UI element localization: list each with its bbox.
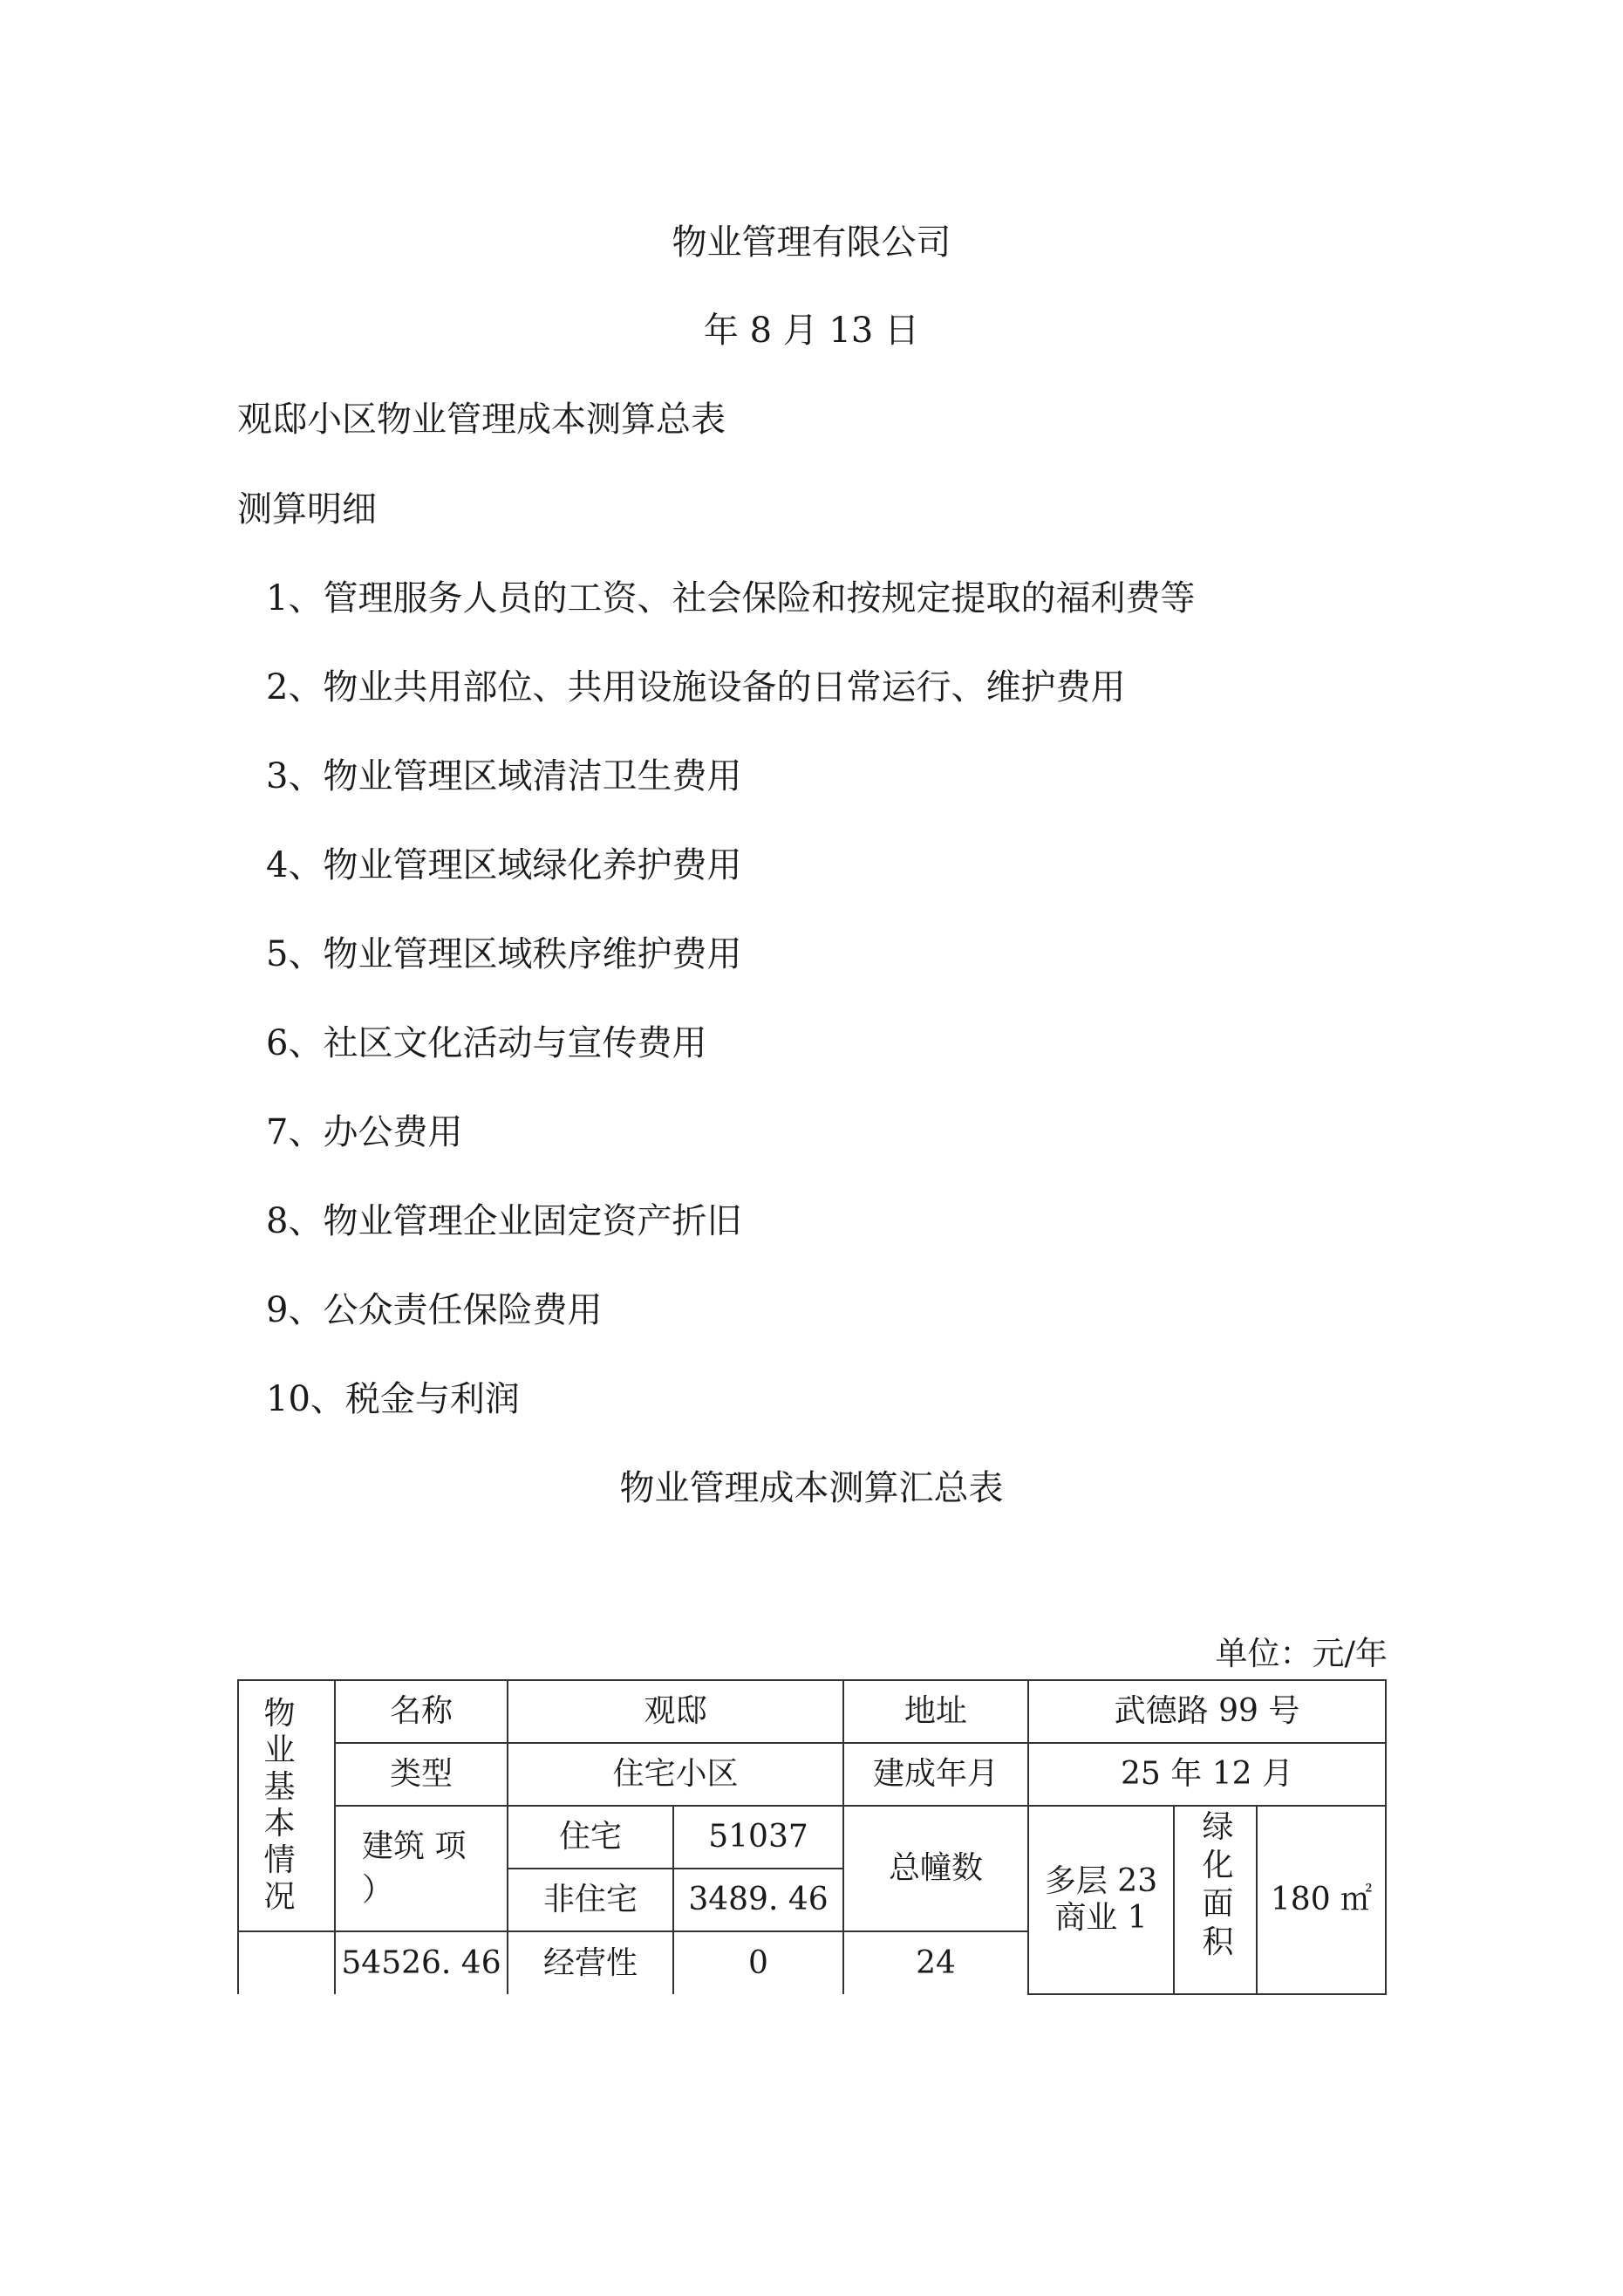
- building-mix-line: 多层 23: [1044, 1863, 1158, 1899]
- total-buildings-label: 总幢数: [843, 1806, 1028, 1931]
- built-date-value: 25 年 12 月: [1028, 1743, 1386, 1806]
- building-area-label: [335, 1806, 508, 1931]
- nonresidential-value: 3489. 46: [673, 1869, 843, 1931]
- green-area-label-text: 绿化面积: [1202, 1809, 1234, 1960]
- building-mix: [1028, 1806, 1174, 1994]
- list-item: 10、税金与利润: [266, 1379, 520, 1419]
- company-name: 物业管理有限公司: [672, 222, 951, 263]
- side-label-line: 基 本: [263, 1769, 317, 1842]
- commercial-label: 经营性: [508, 1931, 673, 1994]
- building-mix-line: 商业 1: [1054, 1900, 1148, 1936]
- side-label-line: 物 业: [263, 1696, 317, 1768]
- list-item: 3、物业管理区域清洁卫生费用: [266, 756, 742, 796]
- property-info-table: [237, 1679, 1387, 1995]
- list-item: 4、物业管理区域绿化养护费用: [266, 845, 742, 885]
- list-item: 6、社区文化活动与宣传费用: [266, 1023, 707, 1063]
- total-buildings-value: 24: [843, 1931, 1028, 1994]
- green-area-value: 180 ㎡: [1257, 1806, 1386, 1994]
- list-item: 2、物业共用部位、共用设施设备的日常运行、维护费用: [266, 667, 1126, 707]
- type-value: 住宅小区: [508, 1743, 843, 1806]
- building-label-line: ）: [362, 1872, 394, 1908]
- list-item: 8、物业管理企业固定资产折旧: [266, 1201, 742, 1241]
- total-area-value: 54526. 46: [335, 1931, 508, 1994]
- name-label: 名称: [335, 1680, 508, 1743]
- built-date-label: 建成年月: [843, 1743, 1028, 1806]
- building-label-line: 建筑 项: [362, 1828, 467, 1864]
- type-label: 类型: [335, 1743, 508, 1806]
- list-item: 1、管理服务人员的工资、社会保险和按规定提取的福利费等: [266, 578, 1196, 618]
- list-item: 7、办公费用: [266, 1112, 463, 1152]
- document-date: 年 8 月 13 日: [703, 311, 920, 351]
- property-basic-info-label: [238, 1680, 335, 1931]
- summary-table-title: 物业管理成本测算汇总表: [619, 1468, 1004, 1508]
- section-heading: 测算明细: [237, 489, 377, 530]
- side-label-line: 情 况: [263, 1842, 317, 1915]
- residential-label: 住宅: [508, 1806, 673, 1869]
- document-title: 观邸小区物业管理成本测算总表: [237, 400, 726, 440]
- list-item: 5、物业管理区域秩序维护费用: [266, 934, 742, 974]
- side-blank: [238, 1931, 335, 1994]
- list-item: 9、公众责任保险费用: [266, 1290, 603, 1330]
- residential-value: 51037: [673, 1806, 843, 1869]
- commercial-value: 0: [673, 1931, 843, 1994]
- address-value: 武德路 99 号: [1028, 1680, 1386, 1743]
- nonresidential-label: 非住宅: [508, 1869, 673, 1931]
- green-area-label: [1174, 1806, 1257, 1994]
- name-value: 观邸: [508, 1680, 843, 1743]
- address-label: 地址: [843, 1680, 1028, 1743]
- unit-label: 单位：元/年: [1215, 1635, 1388, 1672]
